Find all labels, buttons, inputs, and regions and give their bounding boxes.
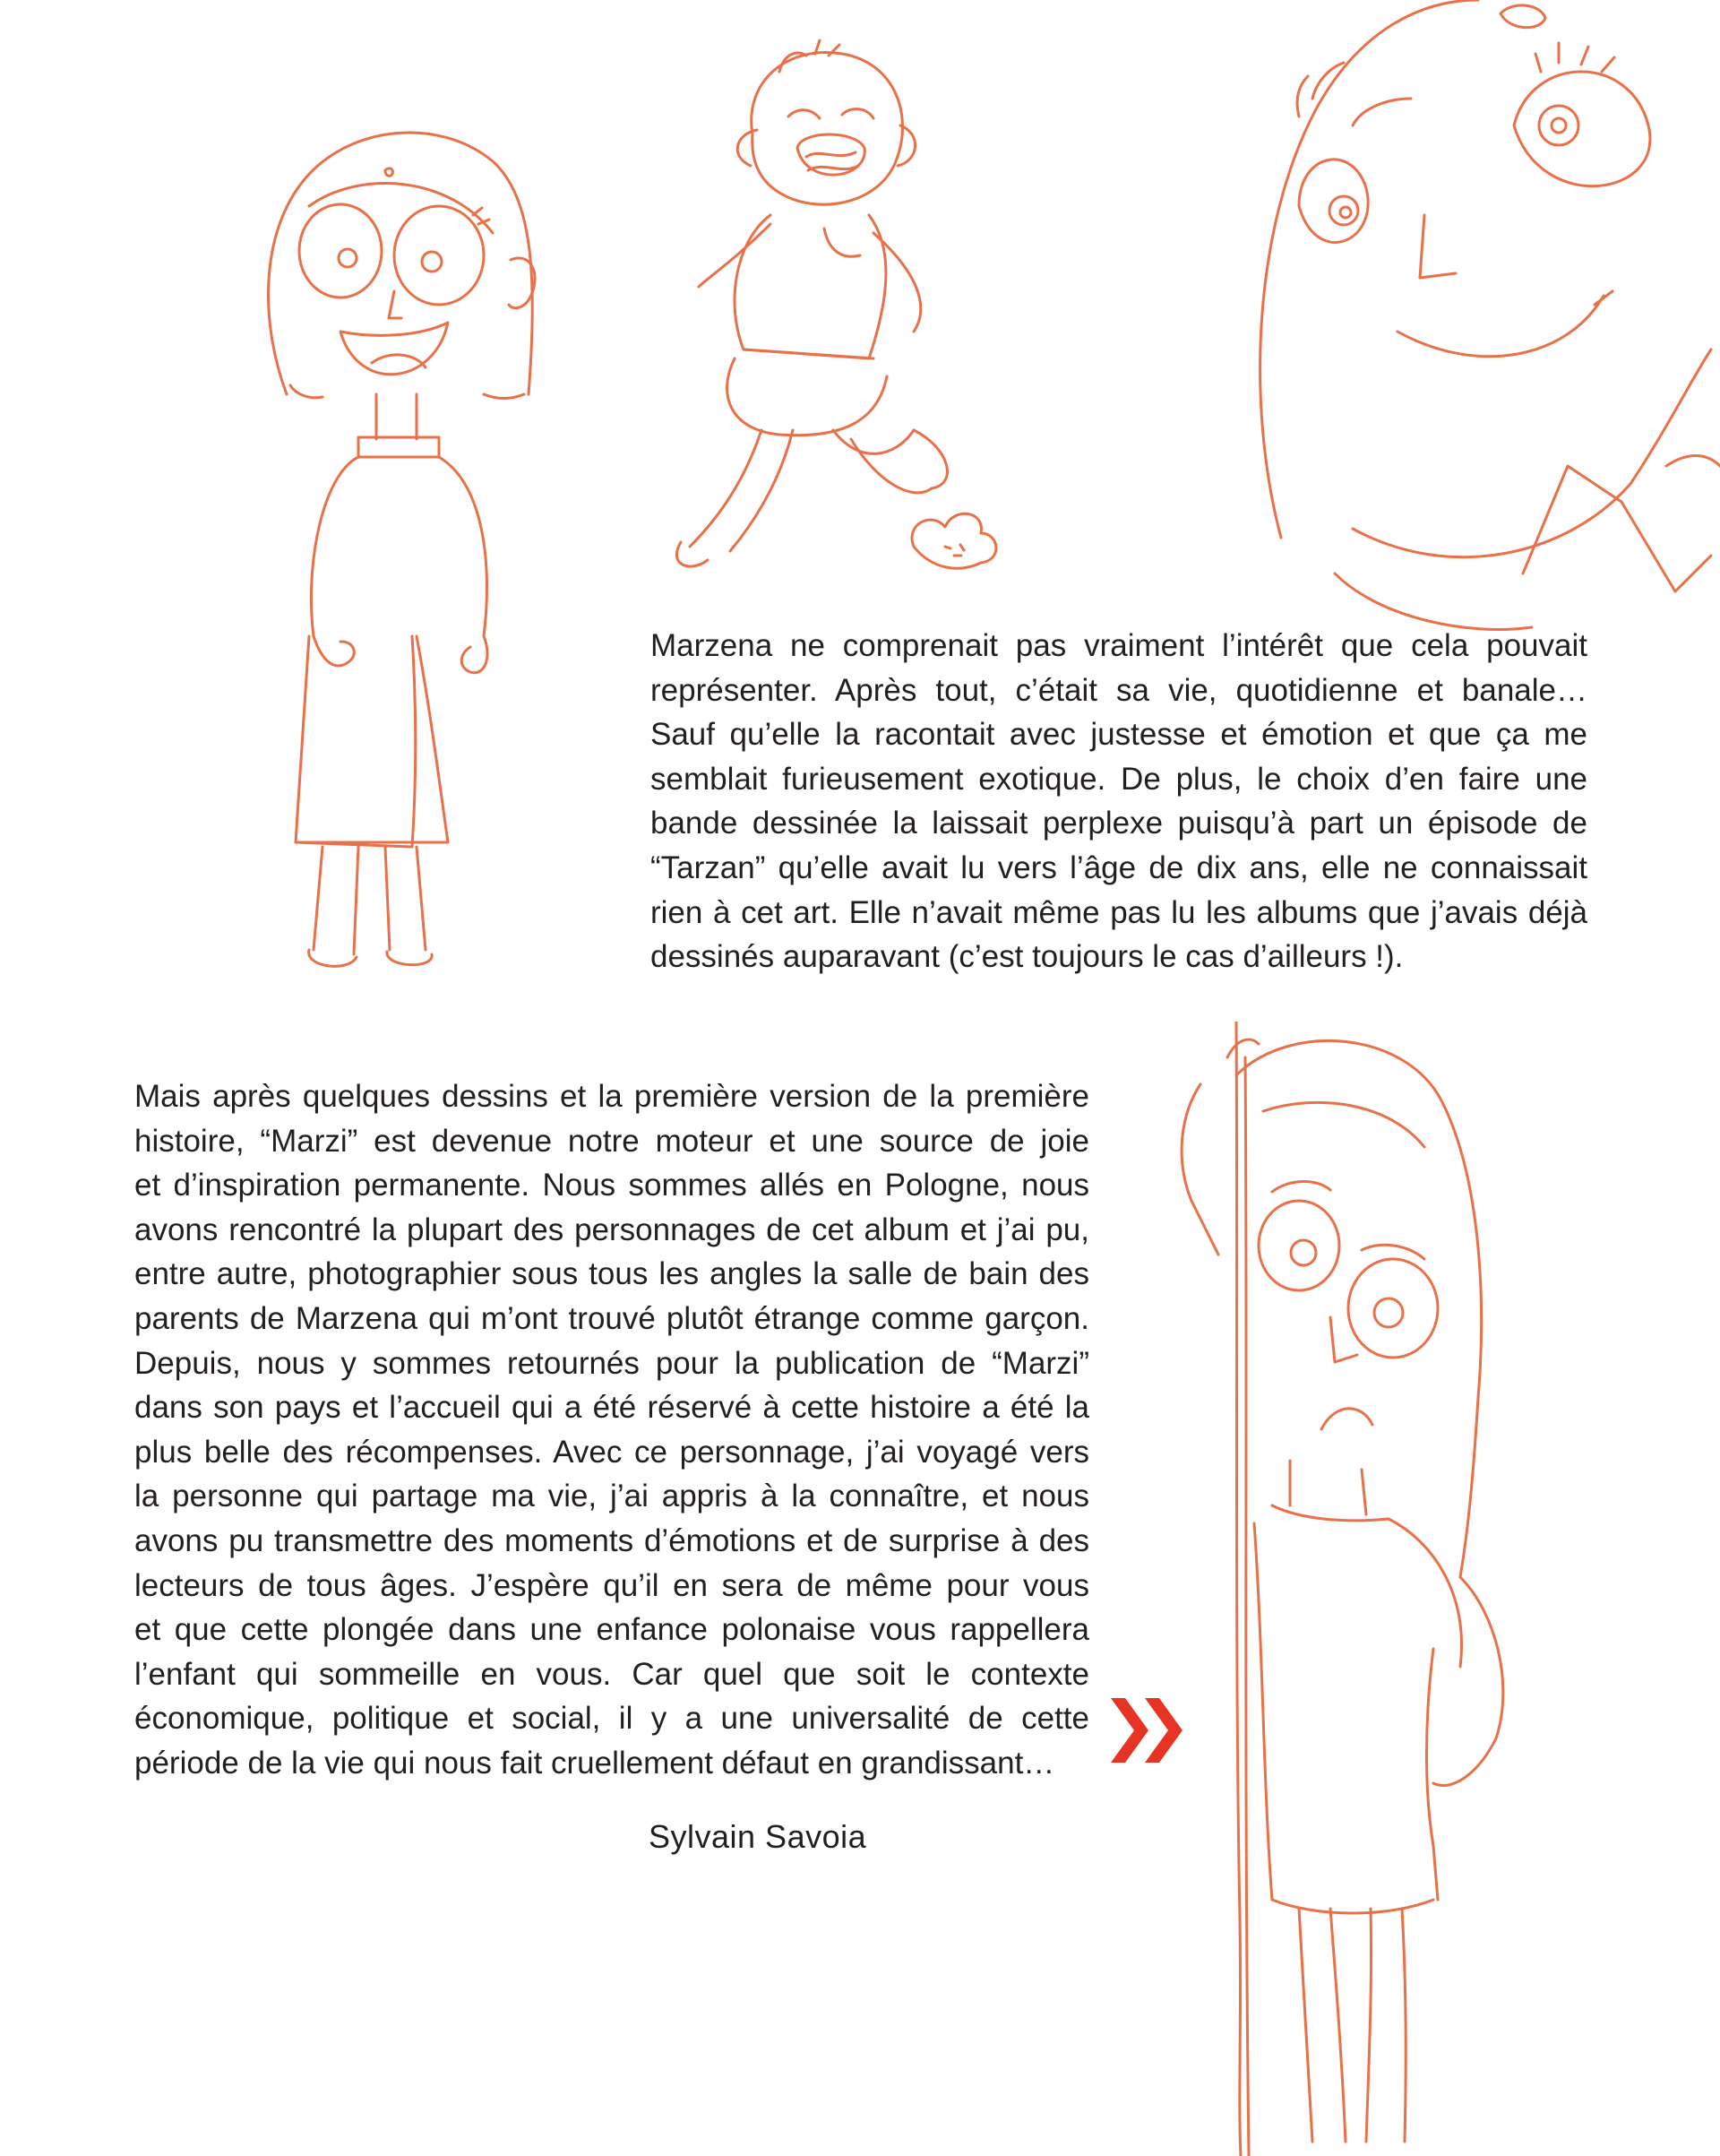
text-line: avons rencontré la plupart des personnages de cet album et j’ai pu, <box>134 1212 1089 1247</box>
text-line: Depuis, nous y sommes retournés pour la publication de “Marzi” <box>134 1345 1089 1381</box>
closeup-face-sketch <box>1245 0 1720 645</box>
text-line: entre autre, photographier sous tous les angles la salle de bain des <box>134 1256 1089 1292</box>
text-line: Sauf qu’elle la racontait avec justesse et émotion et que ça me <box>650 717 1587 753</box>
text-line: dessinés auparavant (c’est toujours le cas d’ailleurs !). <box>650 939 1404 975</box>
text-line: Mais après quelques dessins et la première version de la première <box>134 1079 1089 1114</box>
running-girl-sketch <box>645 36 1039 600</box>
intro-paragraph <box>650 624 1587 979</box>
text-line: période de la vie qui nous fait cruellement défaut en grandissant… <box>134 1745 1055 1781</box>
peeking-girl-sketch <box>1138 1022 1720 2156</box>
text-line: rien à cet art. Elle n’avait même pas lu les albums que j’avais déjà <box>650 894 1587 930</box>
text-line: avons pu transmettre des moments d’émotions et de surprise à des <box>134 1522 1089 1558</box>
author-signature: Sylvain Savoia <box>649 1818 867 1855</box>
text-line: Marzena ne comprenait pas vraiment l’intérêt que cela pouvait <box>650 628 1587 663</box>
text-line: et que cette plongée dans une enfance polonaise vous rappellera <box>134 1612 1089 1648</box>
text-line: “Tarzan” qu’elle avait lu vers l’âge de dix ans, elle ne connaissait <box>650 849 1587 885</box>
text-line: représenter. Après tout, c’était sa vie, quotidienne et banale… <box>650 672 1587 708</box>
text-line: lecteurs de tous âges. J’espère qu’il en sera de même pour vous <box>134 1567 1089 1603</box>
text-line: et d’inspiration permanente. Nous sommes allés en Pologne, nous <box>134 1168 1089 1203</box>
text-line: parents de Marzena qui m’ont trouvé plutôt étrange comme garçon. <box>134 1300 1089 1336</box>
text-line: plus belle des récompenses. Avec ce personnage, j’ai voyagé vers <box>134 1434 1089 1470</box>
text-line: économique, politique et social, il y a une universalité de cette <box>134 1701 1089 1737</box>
text-line: l’enfant qui sommeille en vous. Car quel que soit le contexte <box>134 1656 1089 1692</box>
text-line: dans son pays et l’accueil qui a été réservé à cette histoire a été la <box>134 1390 1089 1426</box>
double-chevron-right-icon <box>1111 1698 1184 1763</box>
text-line: histoire, “Marzi” est devenue notre moteur et une source de joie <box>134 1123 1089 1159</box>
text-line: la personne qui partage ma vie, j’ai appris à la connaître, et nous <box>134 1479 1089 1514</box>
standing-girl-sketch <box>224 99 555 977</box>
text-line: bande dessinée la laissait perplexe puisqu’à part un épisode de <box>650 806 1587 841</box>
body-paragraph <box>134 1074 1089 1786</box>
text-line: semblait furieusement exotique. De plus, le choix d’en faire une <box>650 761 1587 797</box>
